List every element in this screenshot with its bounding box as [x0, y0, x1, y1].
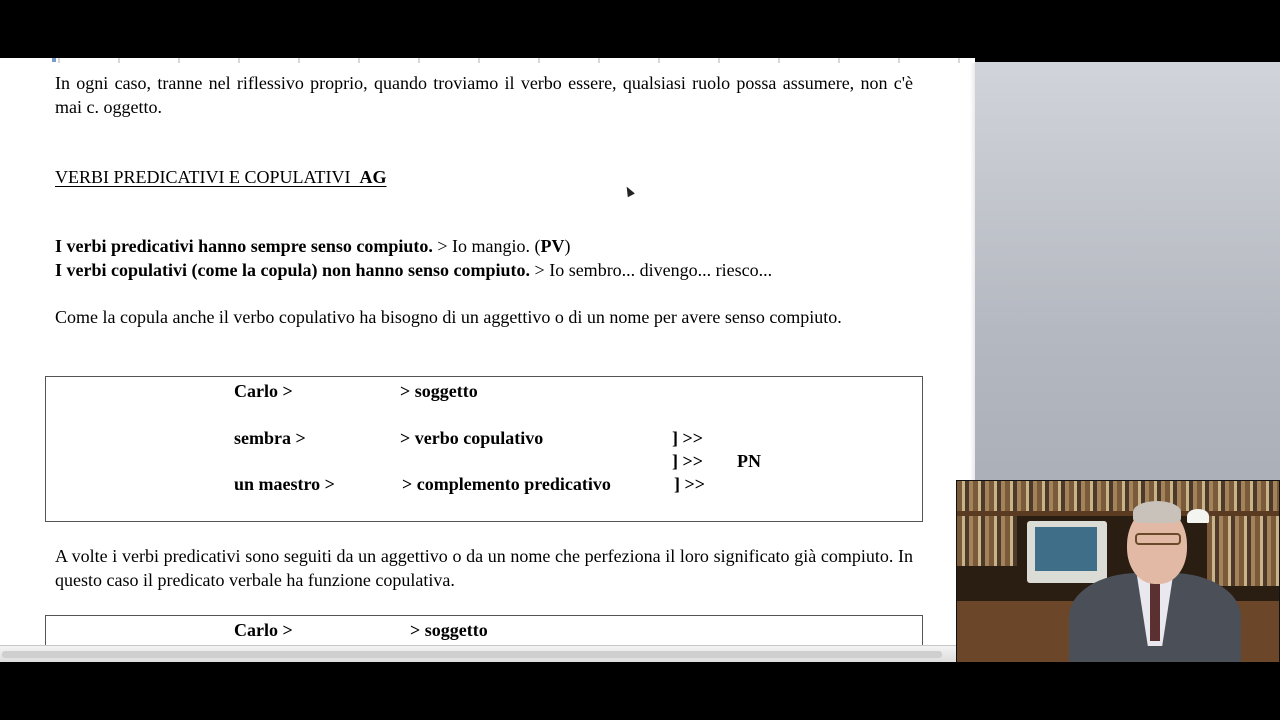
line-copulativi-example: > Io sembro... divengo... riesco...: [534, 260, 773, 280]
paragraph-copula: Come la copula anche il verbo copulativo ha bisogno di un aggettivo o di un nome per avere senso compiuto.: [55, 307, 842, 327]
paragraph-essere: In ogni caso, tranne nel riflessivo proprio, quando troviamo il verbo essere, qualsiasi ruolo possa assumere, non c'è mai c. oggetto.: [55, 73, 913, 117]
box1-role-soggetto: > soggetto: [400, 381, 478, 401]
line-predicativi-example: > Io mangio. (: [437, 236, 541, 256]
line-predicativi-tag: PV: [540, 236, 565, 256]
presenter-tie: [1150, 581, 1160, 641]
line-copulativi: [55, 259, 913, 283]
line-copulativi-bold: I verbi copulativi (come la copula) non hanno senso compiuto.: [55, 260, 531, 280]
ruler-indent-marker[interactable]: [52, 58, 56, 62]
crt-monitor: [1027, 521, 1107, 583]
horizontal-scrollbar[interactable]: [0, 645, 960, 663]
diagram-box-2: [45, 615, 923, 645]
bookshelf-top: [957, 481, 1279, 511]
line-predicativi-bold: I verbi predicativi hanno sempre senso compiuto.: [55, 236, 433, 256]
box1-word-carlo: Carlo >: [234, 381, 293, 401]
scrollbar-thumb[interactable]: [2, 651, 942, 658]
section-heading: [55, 166, 913, 190]
box1-label-pn: PN: [737, 451, 761, 471]
presenter-glasses: [1135, 533, 1181, 545]
line-predicativi-close: ): [564, 236, 571, 256]
bookshelf-right: [1207, 516, 1279, 586]
box1-bracket-bottom: ] >>: [674, 474, 706, 494]
box1-word-maestro: un maestro >: [234, 474, 335, 494]
presenter-hair: [1133, 501, 1181, 523]
heading-text: VERBI PREDICATIVI E COPULATIVI: [55, 167, 351, 187]
bookshelf-left: [957, 516, 1017, 566]
box1-bracket-top: ] >>: [672, 428, 704, 448]
monitor-screen: [1035, 527, 1097, 571]
desk-lamp: [1187, 509, 1209, 523]
document-page[interactable]: [0, 63, 975, 645]
diagram-box-1: [45, 376, 923, 522]
line-predicativi: [55, 235, 913, 259]
webcam-overlay: [956, 480, 1280, 664]
box1-bracket-mid: ] >>: [672, 451, 704, 471]
box1-role-verbo: > verbo copulativo: [400, 428, 544, 448]
letterbox-bottom: [0, 662, 1280, 720]
box2-role-soggetto: > soggetto: [410, 620, 488, 640]
heading-tag: AG: [359, 167, 387, 187]
box2-word-carlo: Carlo >: [234, 620, 293, 640]
box1-word-sembra: sembra >: [234, 428, 306, 448]
letterbox-top: [0, 0, 1280, 58]
paragraph-predicativi: A volte i verbi predicativi sono seguiti da un aggettivo o da un nome che perfeziona il loro significato già compiuto. In questo caso il predicato verbale ha funzione copulativa.: [55, 546, 913, 590]
box1-role-complemento: > complemento predicativo: [402, 474, 611, 494]
